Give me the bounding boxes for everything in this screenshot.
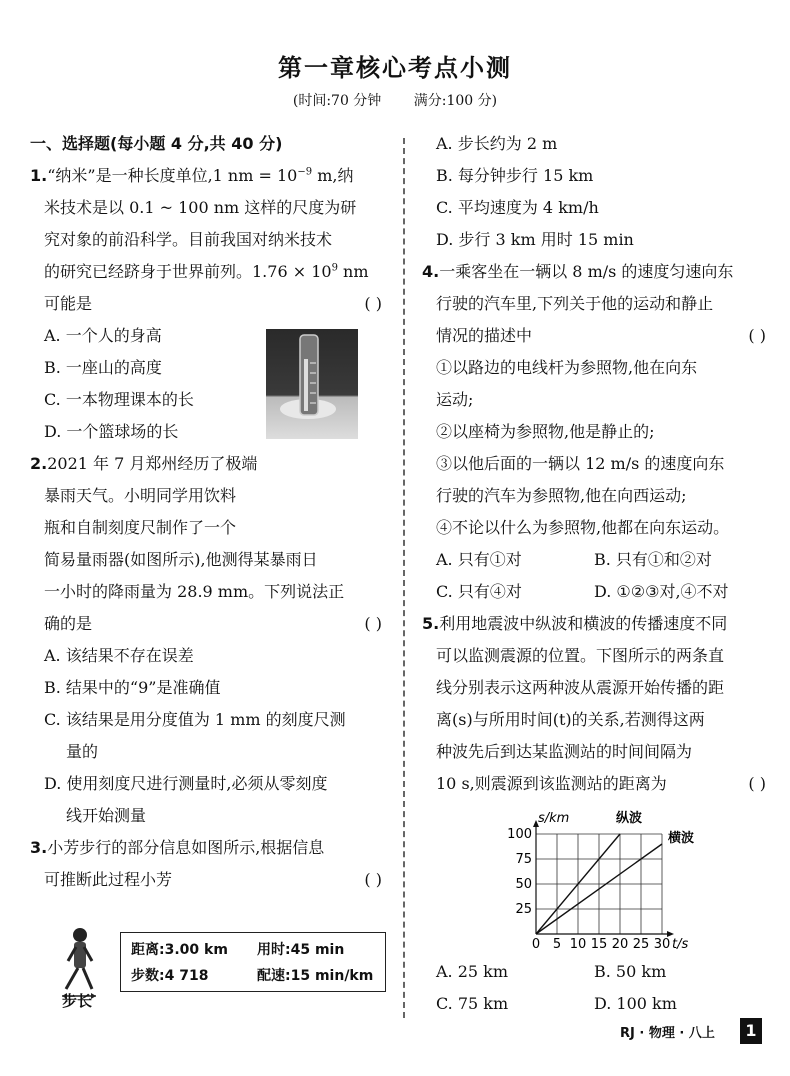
q5-option-c: C. 75 km: [436, 994, 509, 1013]
column-divider: [403, 138, 405, 1018]
q4-line: [422, 320, 772, 352]
pace-field: [257, 965, 373, 985]
x-tick-label: 20: [611, 937, 629, 952]
q4-option-a: A. 只有①对: [436, 550, 522, 569]
info-row: [131, 965, 373, 985]
q2-line: 瓶和自制刻度尺制作了一个: [44, 518, 237, 537]
pace-label: 配速:: [257, 968, 291, 984]
q2-line: [30, 448, 388, 480]
graph-labels: [507, 810, 694, 952]
q2-option-a: A. 该结果不存在误差: [44, 646, 194, 665]
steps-value: 4 718: [164, 968, 209, 984]
q1-text: nm: [337, 262, 369, 281]
q4-options-row: [422, 576, 772, 608]
footer-text: RJ · 物理 · 八上: [620, 1026, 715, 1041]
x-axis-label: t/s: [672, 937, 689, 952]
y-axis-label: s/km: [538, 811, 570, 826]
q1-option-b: B. 一座山的高度: [44, 358, 162, 377]
q3-option-c: C. 平均速度为 4 km/h: [436, 198, 599, 217]
q4-option-c: C. 只有④对: [436, 582, 522, 601]
answer-bracket: ( ): [364, 870, 382, 889]
q2-option-d: D. 使用刻度尺进行测量时,必须从零刻度: [44, 774, 328, 793]
q2-number: 2.: [30, 454, 48, 473]
q5-option-b: B. 50 km: [594, 962, 667, 981]
steps-field: [131, 965, 257, 985]
q3-line: [30, 832, 388, 864]
q1-line: [30, 288, 388, 320]
q5-line: 种波先后到达某监测站的时间间隔为: [436, 742, 693, 761]
q2-line: 暴雨天气。小明同学用饮料: [44, 486, 237, 505]
answer-bracket: ( ): [748, 774, 766, 793]
series-label: 纵波: [616, 811, 643, 826]
q5-option-a: A. 25 km: [436, 962, 509, 981]
q1-text: 可能是: [44, 294, 93, 313]
time-value: 45 min: [290, 942, 345, 958]
series-label: 横波: [668, 831, 695, 846]
q3-option-b: B. 每分钟步行 15 km: [436, 166, 594, 185]
q4-text: 一乘客坐在一辆以 8 m/s 的速度匀速向东: [439, 262, 734, 281]
q5-text: 利用地震波中纵波和横波的传播速度不同: [439, 614, 728, 633]
q4-statement: 行驶的汽车为参照物,他在向西运动;: [436, 486, 687, 505]
step-length-label: 步长: [62, 992, 93, 1010]
q5-line: 线分别表示这两种波从震源开始传播的距: [436, 678, 725, 697]
q1-line: 究对象的前沿科学。目前我国对纳米技术: [44, 230, 333, 249]
x-tick-label: 5: [552, 937, 562, 952]
q1-text: 的研究已经跻身于世界前列。1.76 × 10: [44, 262, 332, 281]
q2-text: 确的是: [44, 614, 93, 633]
rain-gauge-illustration: [266, 329, 358, 439]
y-tick-label: 50: [515, 877, 532, 892]
distance-value: 3.00 km: [164, 942, 228, 958]
q2-option-c: C. 该结果是用分度值为 1 mm 的刻度尺测: [44, 710, 346, 729]
q4-statement: ①以路边的电线杆为参照物,他在向东: [436, 358, 698, 377]
q4-statement: ②以座椅为参照物,他是静止的;: [436, 422, 655, 441]
q4-statement: ④不论以什么为参照物,他都在向东运动。: [436, 518, 730, 537]
q5-line: 可以监测震源的位置。下图所示的两条直: [436, 646, 725, 665]
x-tick-label: 10: [569, 937, 587, 952]
q1-option-d: D. 一个篮球场的长: [44, 422, 179, 441]
q5-options-row: [422, 988, 772, 1020]
q3-option-d: D. 步行 3 km 用时 15 min: [436, 230, 634, 249]
q4-statement: 运动;: [436, 390, 474, 409]
q2-option-b: B. 结果中的“9”是准确值: [44, 678, 221, 697]
page-number: 1: [740, 1018, 762, 1044]
q4-options-row: [422, 544, 772, 576]
q1-option-c: C. 一本物理课本的长: [44, 390, 194, 409]
pace-value: 15 min/km: [290, 968, 374, 984]
q5-option-d: D. 100 km: [594, 994, 677, 1013]
distance-field: [131, 939, 257, 959]
y-tick-label: 75: [515, 852, 532, 867]
q1-line: [30, 256, 388, 288]
q5-number: 5.: [422, 614, 440, 633]
page-title: 第一章核心考点小测: [278, 54, 512, 82]
q2-line: 一小时的降雨量为 28.9 mm。下列说法正: [44, 582, 345, 601]
steps-label: 步数:: [131, 968, 165, 984]
answer-bracket: ( ): [748, 326, 766, 345]
q5-options-row: [422, 956, 772, 988]
exam-info: [0, 90, 790, 110]
q1-option-a: A. 一个人的身高: [44, 326, 162, 345]
q5-line: [422, 768, 772, 800]
y-tick-label: 100: [507, 827, 532, 842]
x-tick-label: 25: [632, 937, 650, 952]
q2-line: [30, 608, 388, 640]
q5-text: 10 s,则震源到该监测站的距离为: [436, 774, 667, 793]
q3-number: 3.: [30, 838, 48, 857]
graph-grid: [536, 834, 662, 934]
x-tick-label: 0: [531, 937, 541, 952]
exam-score: 满分:100 分): [413, 93, 498, 109]
distance-label: 距离:: [131, 942, 165, 958]
time-field: [257, 939, 344, 959]
q4-number: 4.: [422, 262, 440, 281]
q4-line: 行驶的汽车里,下列关于他的运动和静止: [436, 294, 714, 313]
y-tick-label: 25: [515, 902, 532, 917]
q5-line: [422, 608, 772, 640]
exam-time: (时间:70 分钟: [292, 93, 382, 109]
q1-exponent: 9: [331, 262, 338, 274]
q1-text: m,纳: [312, 166, 354, 185]
q4-line: [422, 256, 772, 288]
q4-statement: ③以他后面的一辆以 12 m/s 的速度向东: [436, 454, 725, 473]
answer-bracket: ( ): [364, 294, 382, 313]
q2-option-d-cont: 线开始测量: [66, 806, 147, 825]
answer-bracket: ( ): [364, 614, 382, 633]
q3-text: 可推断此过程小芳: [44, 870, 173, 889]
time-label: 用时:: [257, 942, 291, 958]
x-tick-label: 30: [653, 937, 671, 952]
q5-options: [422, 956, 772, 1020]
q1-text: “纳米”是一种长度单位,1 nm = 10: [47, 166, 298, 185]
left-column: [30, 128, 388, 896]
graph-axes: [533, 820, 674, 937]
q2-text: 2021 年 7 月郑州经历了极端: [47, 454, 258, 473]
q4-text: 情况的描述中: [436, 326, 533, 345]
q1-number: 1.: [30, 166, 48, 185]
q4-option-b: B. 只有①和②对: [594, 550, 712, 569]
x-tick-label: 15: [590, 937, 608, 952]
q3-line: [30, 864, 388, 896]
rain-gauge-photo: [266, 329, 358, 439]
q1-line: 米技术是以 0.1 ~ 100 nm 这样的尺度为研: [44, 198, 357, 217]
q2-option-c-cont: 量的: [66, 742, 99, 761]
right-column: [422, 128, 772, 800]
q3-option-a: A. 步长约为 2 m: [436, 134, 558, 153]
q1-exponent: −9: [297, 166, 313, 178]
section-heading: 一、选择题(每小题 4 分,共 40 分): [30, 134, 283, 153]
q4-option-d: D. ①②③对,④不对: [594, 582, 729, 601]
q5-line: 离(s)与所用时间(t)的关系,若测得这两: [436, 710, 705, 729]
q1-line: [30, 160, 388, 192]
q3-text: 小芳步行的部分信息如图所示,根据信息: [47, 838, 325, 857]
walking-info-box: [120, 932, 386, 992]
info-row: [131, 939, 344, 959]
seismic-wave-graph: [500, 811, 710, 952]
q2-line: 简易量雨器(如图所示),他测得某暴雨日: [44, 550, 318, 569]
